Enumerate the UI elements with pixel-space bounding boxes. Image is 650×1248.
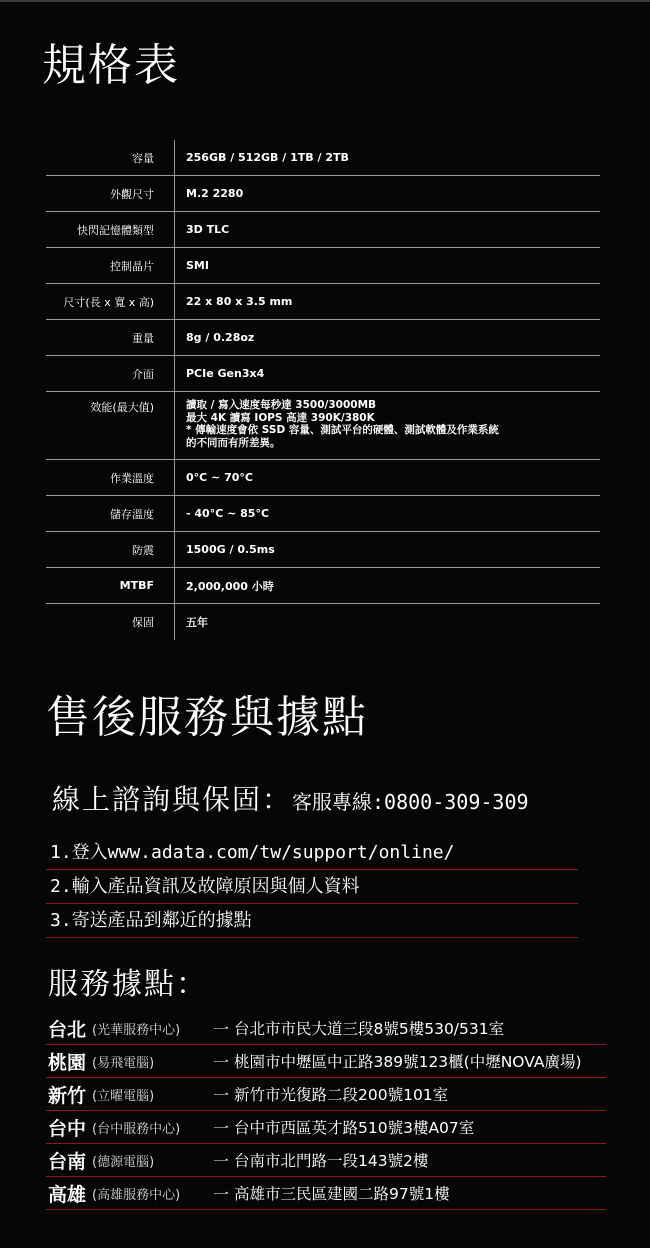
spec-row-storage-temp [46, 496, 600, 532]
spec-value: 256GB / 512GB / 1TB / 2TB [186, 151, 349, 164]
performance-line: 最大 4K 讀寫 IOPS 高達 390K/380K [186, 411, 375, 424]
service-step: 3.寄送產品到鄰近的據點 [46, 904, 578, 938]
performance-line: 讀取 / 寫入速度每秒達 3500/3000MB [186, 399, 377, 411]
spec-value: - 40°C ~ 85°C [186, 507, 270, 520]
spec-label: 作業溫度 [110, 471, 154, 485]
hotline: 客服專線:0800-309-309 [292, 790, 529, 814]
spec-value: M.2 2280 [186, 187, 244, 200]
spec-row-performance [46, 392, 600, 460]
spec-row-interface [46, 356, 600, 392]
store-address: 桃園市中壢區中正路389號123櫃(中壢NOVA廣場) [234, 1053, 582, 1071]
spec-row-form-factor [46, 176, 600, 212]
spec-label: 保固 [132, 616, 154, 629]
spec-label: 重量 [132, 331, 154, 345]
spec-value: PCIe Gen3x4 [186, 367, 265, 380]
spec-label: 尺寸(長 x 寬 x 高) [63, 295, 154, 309]
store-row [46, 1177, 606, 1210]
spec-value: 8g / 0.28oz [186, 331, 255, 344]
store-address: 台南市北門路一段143號2樓 [234, 1152, 429, 1170]
spec-label: MTBF [119, 579, 154, 592]
spec-value: 五年 [186, 616, 208, 629]
store-city: 台北 [48, 1018, 87, 1041]
spec-value: 3D TLC [186, 223, 230, 236]
consult-heading-line [52, 783, 529, 816]
spec-label: 控制晶片 [110, 259, 154, 273]
store-address: 新竹市光復路二段200號101室 [234, 1086, 449, 1104]
store-branch: (高雄服務中心) [92, 1187, 181, 1203]
store-dash: 一 [212, 1085, 229, 1105]
store-dash: 一 [212, 1019, 229, 1039]
store-dash: 一 [212, 1184, 229, 1204]
spec-row-shock [46, 532, 600, 568]
consult-heading: 線上諮詢與保固： [52, 783, 293, 816]
spec-row-dimensions [46, 284, 600, 320]
spec-label: 容量 [132, 151, 154, 165]
spec-title: 規格表 [42, 40, 180, 91]
store-dash: 一 [212, 1151, 229, 1171]
spec-value: 0°C ~ 70°C [186, 471, 253, 484]
service-steps [46, 836, 578, 938]
store-branch: (易飛電腦) [92, 1055, 155, 1071]
store-dash: 一 [212, 1052, 229, 1072]
spec-row-warranty [46, 604, 600, 640]
performance-line: 的不同而有所差異。 [186, 436, 281, 449]
store-branch: (德源電腦) [92, 1154, 155, 1170]
store-row [46, 1012, 606, 1045]
spec-label: 介面 [132, 367, 154, 381]
service-step: 1.登入www.adata.com/tw/support/online/ [46, 836, 578, 870]
spec-table [46, 140, 600, 640]
performance-line: * 傳輸速度會依 SSD 容量、測試平台的硬體、測試軟體及作業系統 [186, 424, 499, 436]
store-address: 高雄市三民區建國二路97號1樓 [234, 1185, 450, 1203]
store-dash: 一 [212, 1118, 229, 1138]
spec-label: 外觀尺寸 [110, 187, 154, 201]
store-row [46, 1144, 606, 1177]
store-row [46, 1078, 606, 1111]
store-address: 台北市市民大道三段8號5樓530/531室 [234, 1020, 505, 1038]
store-city: 新竹 [48, 1084, 87, 1107]
store-row [46, 1111, 606, 1144]
store-city: 台南 [48, 1150, 87, 1173]
spec-value: 1500G / 0.5ms [186, 543, 275, 556]
spec-row-operating-temp [46, 460, 600, 496]
store-branch: (光華服務中心) [92, 1022, 181, 1038]
spec-value: SMI [186, 259, 209, 272]
spec-label: 快閃記憶體類型 [77, 223, 154, 237]
store-city: 桃園 [48, 1051, 87, 1074]
store-list [46, 1012, 606, 1210]
spec-row-weight [46, 320, 600, 356]
service-points-title: 服務據點： [48, 967, 208, 1002]
store-city: 高雄 [48, 1183, 87, 1206]
spec-row-capacity [46, 140, 600, 176]
spec-label: 效能(最大值) [90, 401, 154, 414]
store-address: 台中市西區英才路510號3樓A07室 [234, 1119, 475, 1137]
spec-label: 儲存溫度 [110, 507, 154, 521]
spec-value [174, 392, 499, 459]
service-title: 售後服務與據點 [46, 692, 368, 743]
performance-notes [186, 399, 499, 449]
spec-value: 22 x 80 x 3.5 mm [186, 295, 293, 308]
store-city: 台中 [48, 1117, 87, 1140]
spec-value: 2,000,000 小時 [186, 579, 274, 593]
spec-label: 防震 [132, 543, 154, 557]
store-branch: (立曜電腦) [92, 1088, 155, 1104]
spec-row-controller [46, 248, 600, 284]
spec-row-flash-type [46, 212, 600, 248]
store-branch: (台中服務中心) [92, 1121, 181, 1137]
service-step: 2.輸入產品資訊及故障原因與個人資料 [46, 870, 578, 904]
top-border [0, 0, 650, 2]
store-row [46, 1045, 606, 1078]
spec-row-mtbf [46, 568, 600, 604]
